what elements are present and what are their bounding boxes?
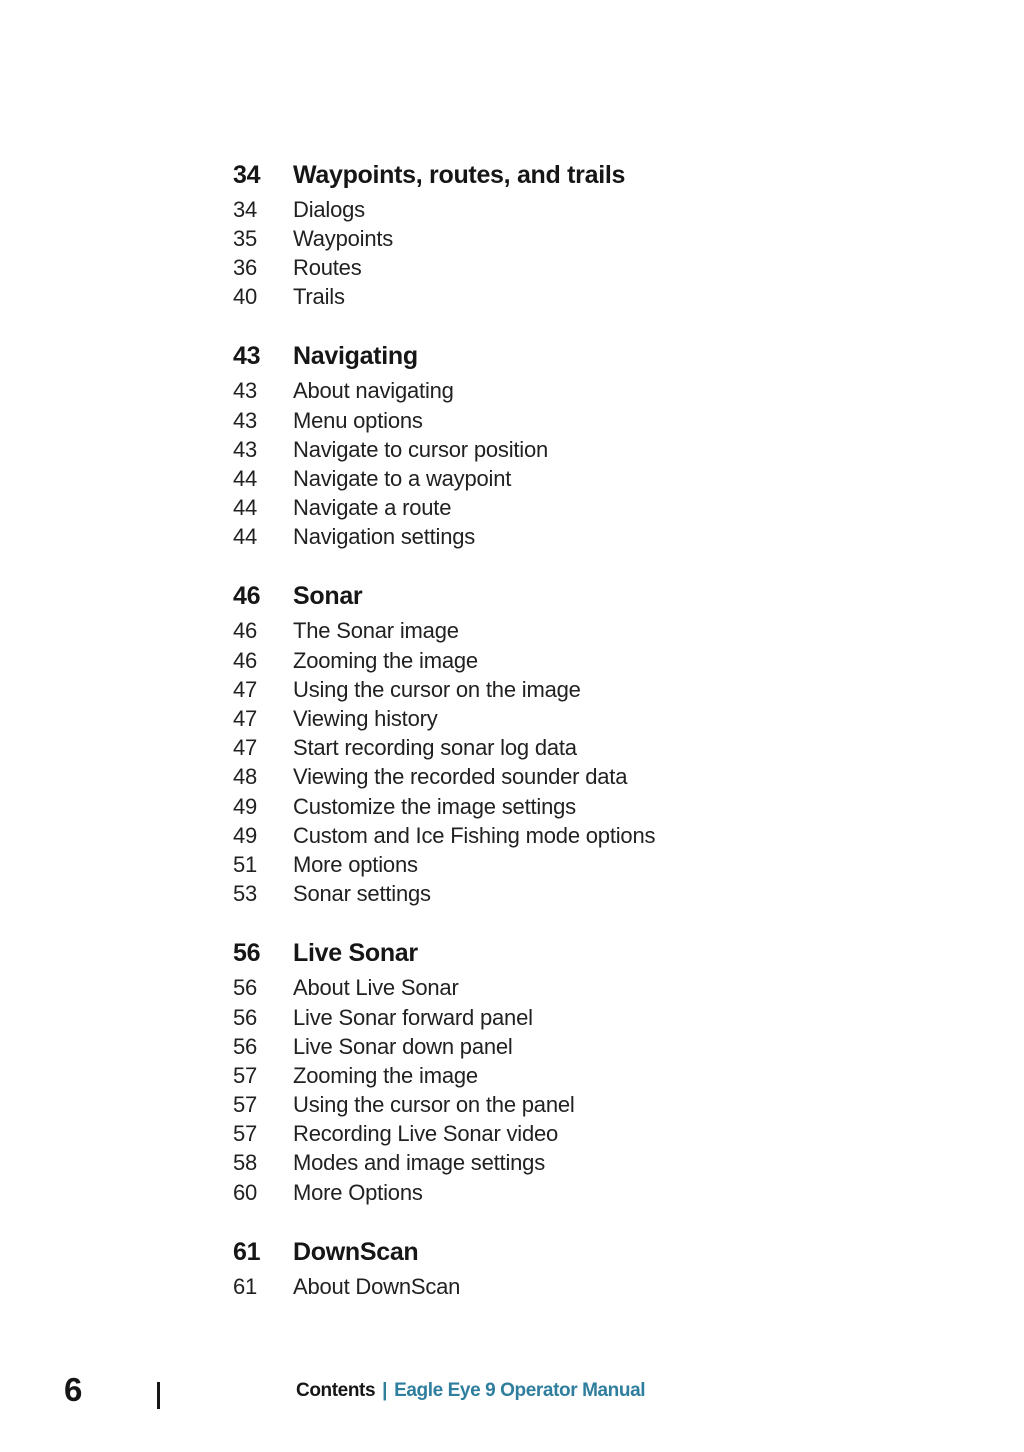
- toc-section: [233, 938, 655, 1208]
- toc-entry: [233, 763, 655, 792]
- toc-section: [233, 581, 655, 909]
- toc-entry-page-number: 47: [233, 706, 258, 732]
- toc-entry-label: Using the cursor on the image: [293, 676, 581, 702]
- toc-entry-page-number: 47: [233, 735, 258, 761]
- toc-entry-page-number: 46: [233, 618, 258, 644]
- toc-entry-page-number: 53: [233, 881, 258, 907]
- toc-entry-label: Customize the image settings: [293, 793, 576, 819]
- toc-entry-page-number: 51: [233, 851, 258, 877]
- toc-entry-page-number: 36: [233, 254, 258, 280]
- toc-entry-page-number: 56: [233, 1004, 258, 1030]
- toc-entry: [233, 494, 655, 523]
- toc-entry: [233, 1091, 655, 1120]
- toc-entry: [233, 406, 655, 435]
- toc-entry-label: Live Sonar forward panel: [293, 1004, 533, 1030]
- toc-section: [233, 341, 655, 552]
- toc-entry: [233, 617, 655, 646]
- toc-entry-label: Zooming the image: [293, 647, 478, 673]
- toc-entry-label: Live Sonar down panel: [293, 1033, 513, 1059]
- toc-entry-page-number: 58: [233, 1150, 258, 1176]
- toc-entry-page-number: 40: [233, 284, 258, 310]
- toc-section-title: Sonar: [293, 582, 363, 611]
- toc-entry: [233, 792, 655, 821]
- toc-entry-label: Navigate to a waypoint: [293, 465, 512, 491]
- toc-entry-page-number: 47: [233, 676, 258, 702]
- toc-section-items: [233, 974, 655, 1208]
- toc-section-page-number: 34: [233, 160, 261, 189]
- toc-entry-label: Recording Live Sonar video: [293, 1121, 559, 1147]
- toc-section-title: Live Sonar: [293, 939, 418, 968]
- toc-section-page-number: 46: [233, 582, 261, 611]
- toc-entry: [233, 195, 655, 224]
- toc-entry-label: About Live Sonar: [293, 975, 459, 1001]
- toc-section-heading: [233, 938, 655, 970]
- toc-entry: [233, 734, 655, 763]
- toc-entry-page-number: 49: [233, 822, 258, 848]
- toc-entry: [233, 1120, 655, 1149]
- toc-entry: [233, 1149, 655, 1178]
- toc-section-title: Navigating: [293, 342, 418, 371]
- toc-entry-page-number: 44: [233, 524, 258, 550]
- toc-entry-page-number: 43: [233, 436, 258, 462]
- toc-entry-label: Viewing the recorded sounder data: [293, 764, 628, 790]
- toc-section-items: [233, 195, 655, 312]
- toc-entry: [233, 435, 655, 464]
- toc-entry: [233, 646, 655, 675]
- toc-entry-label: Waypoints: [293, 225, 394, 251]
- toc-entry-label: About DownScan: [293, 1273, 461, 1299]
- toc-section-items: [233, 377, 655, 552]
- toc-entry: [233, 1061, 655, 1090]
- toc-entry-page-number: 34: [233, 196, 258, 222]
- footer-divider-bar: [157, 1382, 160, 1409]
- toc-entry-label: Trails: [293, 284, 345, 310]
- toc-entry-page-number: 56: [233, 975, 258, 1001]
- toc-entry: [233, 704, 655, 733]
- toc-entry-label: Modes and image settings: [293, 1150, 546, 1176]
- toc-entry-page-number: 44: [233, 465, 258, 491]
- toc-section-items: [233, 1272, 655, 1301]
- toc-entry: [233, 523, 655, 552]
- toc-entry-page-number: 43: [233, 378, 258, 404]
- toc-entry: [233, 850, 655, 879]
- toc-entry-page-number: 57: [233, 1121, 258, 1147]
- toc-entry-label: More options: [293, 851, 418, 877]
- toc-entry-label: Sonar settings: [293, 881, 431, 907]
- toc-entry-label: Custom and Ice Fishing mode options: [293, 822, 656, 848]
- footer-section-label: Contents: [296, 1380, 376, 1401]
- toc-entry-page-number: 56: [233, 1033, 258, 1059]
- toc-section-page-number: 43: [233, 342, 261, 371]
- toc-entry-label: Routes: [293, 254, 362, 280]
- toc-entry-label: About navigating: [293, 378, 454, 404]
- toc-entry-label: Navigation settings: [293, 524, 476, 550]
- toc-entry: [233, 1178, 655, 1207]
- toc-section-title: Waypoints, routes, and trails: [293, 160, 626, 189]
- toc-section-page-number: 56: [233, 939, 261, 968]
- toc-entry: [233, 224, 655, 253]
- toc-entry: [233, 821, 655, 850]
- toc-entry-page-number: 43: [233, 407, 258, 433]
- toc-section-heading: [233, 581, 655, 613]
- toc-section: [233, 1236, 655, 1301]
- toc-section-heading: [233, 159, 655, 191]
- footer-separator: |: [382, 1380, 388, 1401]
- toc-entry-label: The Sonar image: [293, 618, 459, 644]
- toc-entry-label: Using the cursor on the panel: [293, 1092, 575, 1118]
- toc-entry-page-number: 44: [233, 495, 258, 521]
- toc-entry: [233, 1032, 655, 1061]
- toc-entry-page-number: 60: [233, 1179, 258, 1205]
- toc-entry: [233, 675, 655, 704]
- toc-section-items: [233, 617, 655, 909]
- toc-entry: [233, 253, 655, 282]
- toc-section: [233, 159, 655, 312]
- toc-entry-label: More Options: [293, 1179, 423, 1205]
- toc-entry-label: Dialogs: [293, 196, 365, 222]
- toc-entry-label: Viewing history: [293, 706, 438, 732]
- toc-entry: [233, 974, 655, 1003]
- toc-section-page-number: 61: [233, 1237, 261, 1266]
- footer-manual-title: Eagle Eye 9 Operator Manual: [394, 1380, 646, 1401]
- page-number: 6: [64, 1371, 83, 1408]
- toc-entry: [233, 880, 655, 909]
- toc-section-heading: [233, 1236, 655, 1268]
- footer-title-line: [296, 1379, 645, 1404]
- toc-entry-page-number: 57: [233, 1062, 258, 1088]
- toc-entry-page-number: 61: [233, 1273, 258, 1299]
- toc-entry-label: Navigate a route: [293, 495, 452, 521]
- toc-entry: [233, 1003, 655, 1032]
- toc-entry: [233, 283, 655, 312]
- toc-entry: [233, 464, 655, 493]
- toc-entry-page-number: 35: [233, 225, 258, 251]
- toc-entry-label: Navigate to cursor position: [293, 436, 549, 462]
- toc-entry-label: Menu options: [293, 407, 423, 433]
- toc-entry-label: Zooming the image: [293, 1062, 478, 1088]
- toc-section-title: DownScan: [293, 1237, 419, 1266]
- toc-entry-label: Start recording sonar log data: [293, 735, 577, 761]
- toc-entry-page-number: 48: [233, 764, 258, 790]
- toc-entry-page-number: 46: [233, 647, 258, 673]
- toc-section-heading: [233, 341, 655, 373]
- toc-entry: [233, 1272, 655, 1301]
- toc-entry: [233, 377, 655, 406]
- table-of-contents: [233, 159, 655, 1330]
- toc-entry-page-number: 57: [233, 1092, 258, 1118]
- toc-entry-page-number: 49: [233, 793, 258, 819]
